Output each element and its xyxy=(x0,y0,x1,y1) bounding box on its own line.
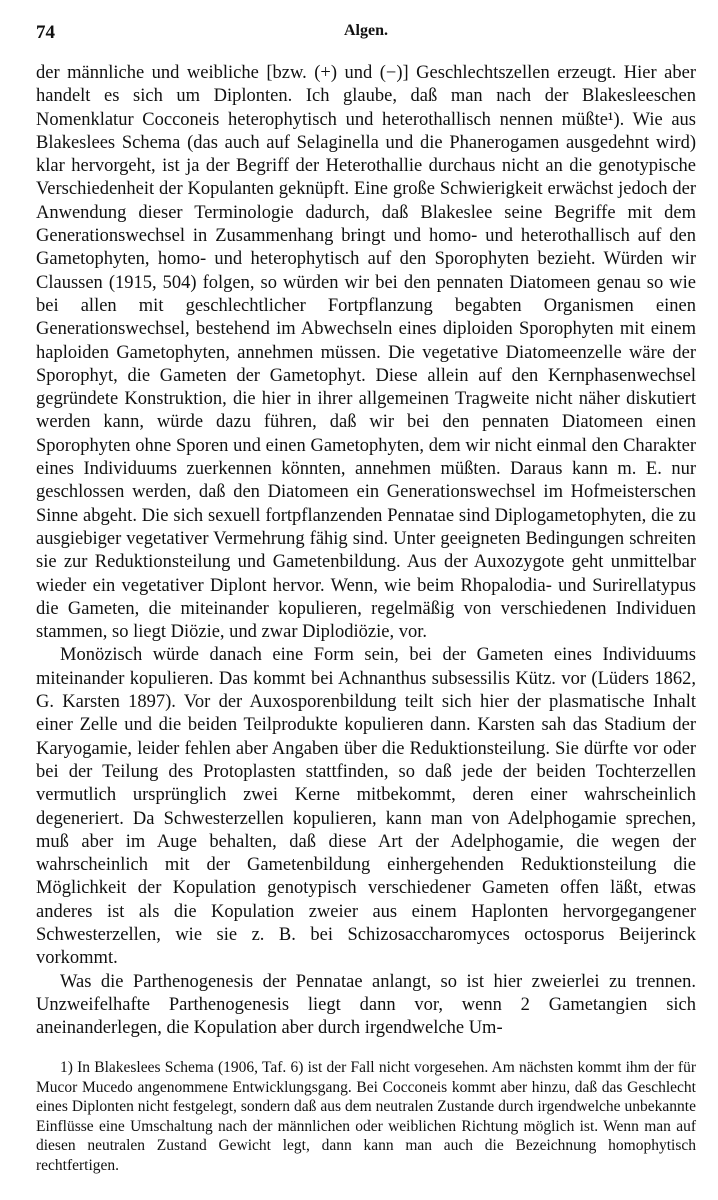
running-title: Algen. xyxy=(344,22,388,39)
footnotes xyxy=(36,1058,696,1175)
page-number: 74 xyxy=(36,22,55,43)
footnote: 1) In Blakeslees Schema (1906, Taf. 6) ist der Fall nicht vorgesehen. Am nächsten kommt ihm der für Mucor Mucedo angenommene Entwicklungsgang. Bei Cocconeis kommt aber hinzu, daß das Geschlecht eines Diplonten nicht festgelegt, sondern daß aus dem neutralen Zustande durch irgendwelche unbekannte Einflüsse eine Umschaltung nach der männlichen oder weiblichen Richtung möglich ist. Wenn man auf diesen neutralen Zustand Gewicht legt, dann kann man auch die Bezeichnung homophytisch rechtfertigen. xyxy=(36,1059,696,1174)
paragraph: Was die Parthenogenesis der Pennatae anlangt, so ist hier zweierlei zu trennen. Unzweifelhafte Parthenogenesis liegt dann vor, wenn 2 Gametangien sich aneinanderlegen, die Kopulation aber durch irgendwelche Um- xyxy=(36,971,696,1039)
paragraph: Monözisch würde danach eine Form sein, bei der Gameten eines Individuums miteinander kopulieren. Das kommt bei Achnanthus subsessilis Kütz. vor (Lüders 1862, G. Karsten 1897). Vor der Auxosporenbildung teilt sich hier der plasmatische Inhalt einer Zelle und die beiden Teilprodukte kopulieren dann. Karsten sah das Stadium der Karyogamie, leider fehlen aber Angaben über die Reduktionsteilung. Sie dürfte vor oder bei der Teilung des Protoplasten stattfinden, so daß jede der beiden Tochterzellen vermutlich ursprünglich zwei Kerne mitbekommt, deren einer wahrscheinlich degeneriert. Da Schwesterzellen kopulieren, kann man von Adelphogamie sprechen, muß aber im Auge behalten, daß diese Art der Adelphogamie, die wegen der wahrscheinlich mit der Gametenbildung einhergehenden Reduktionsteilung die Möglichkeit der Kopulation genotypisch verschiedener Gameten offen läßt, etwas anderes ist als die Kopulation zweier aus einem Haplonten hervorgegangener Schwesterzellen, wie sie z. B. bei Schizosaccharomyces octosporus Beijerinck vorkommt. xyxy=(36,645,696,969)
page-header xyxy=(36,22,696,46)
body-text xyxy=(36,62,696,1040)
paragraph: der männliche und weibliche [bzw. (+) und (−)] Geschlechtszellen erzeugt. Hier aber handelt es sich um Diplonten. Ich glaube, daß man nach der Blakesleeschen Nomenklatur Cocconeis heterophytisch und heterothallisch nennen müßte¹). Wie aus Blakeslees Schema (das auch auf Selaginella und die Phanerogamen ausgedehnt wird) klar hervorgeht, ist ja der Begriff der Heterothallie durchaus nicht an die genotypische Verschiedenheit der Kopulanten geknüpft. Eine große Schwierigkeit erwächst jedoch der Anwendung dieser Terminologie dadurch, daß Blakeslee seine Begriffe mit dem Generationswechsel in Zusammenhang bringt und homo- und heterothallisch auf den Gametophyten, homo- und heterophytisch auf den Sporophyten bezieht. Würden wir Claussen (1915, 504) folgen, so würden wir bei den pennaten Diatomeen genau so wie bei allen mit geschlechtlicher Fortpflanzung begabten Organismen einen Generationswechsel, bestehend im Abwechseln eines diploiden Sporophyten mit einem haploiden Gametophyten, annehmen müssen. Die vegetative Diatomeenzelle wäre der Sporophyt, die Gameten der Gametophyt. Diese allein auf den Kernphasenwechsel gegründete Konstruktion, die hier in ihrer allgemeinen Tragweite nicht näher diskutiert werden kann, würde dazu führen, daß wir bei den pennaten Diatomeen einen Sporophyten ohne Sporen und einen Gametophyten, dem wir nicht einmal den Charakter eines Individuums zuerkennen könnten, annehmen müßten. Daraus kann m. E. nur geschlossen werden, daß den Diatomeen ein Generationswechsel im Hofmeisterschen Sinne abgeht. Die sich sexuell fortpflanzenden Pennatae sind Diplogametophyten, die zu ausgiebiger vegetativer Vermehrung fähig sind. Unter geeigneten Bedingungen schreiten sie zur Reduktionsteilung und Gametenbildung. Aus der Auxozygote geht unmittelbar wieder ein vegetativer Diplont hervor. Wenn, wie beim Rhopalodia- und Surirellatypus die Gameten, die miteinander kopulieren, regelmäßig von verschiedenen Individuen stammen, so liegt Diözie, und zwar Diplodiözie, vor. xyxy=(36,63,696,643)
